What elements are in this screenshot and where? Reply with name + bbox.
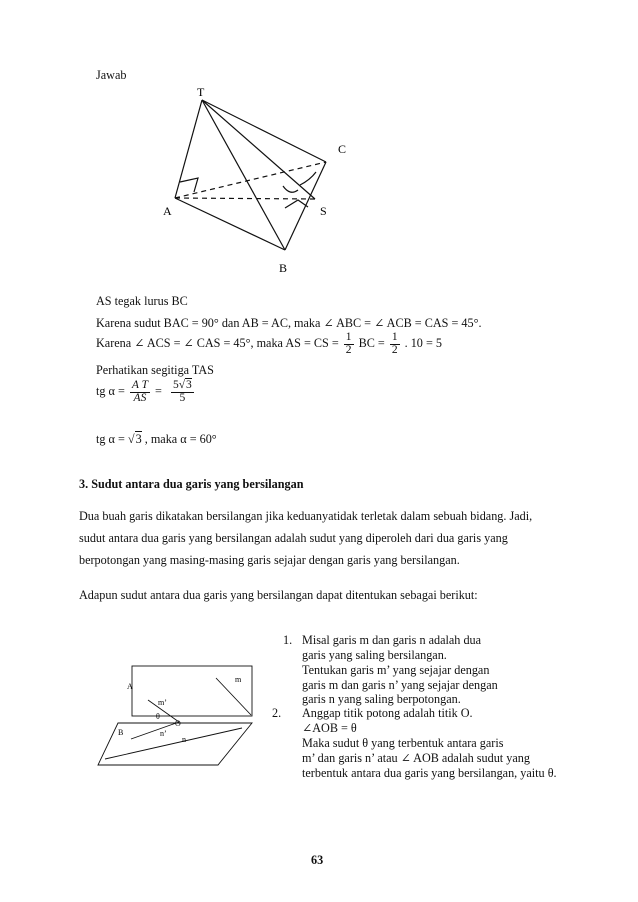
section-heading: 3. Sudut antara dua garis yang bersilangan [79, 477, 304, 491]
tangent-formula [96, 380, 196, 404]
fraction-at-over-as [130, 380, 150, 404]
fraction-denominator: 2 [391, 343, 398, 356]
solution-line-3-post: . 10 = 5 [404, 335, 442, 350]
step-line: ∠AOB = θ [302, 721, 357, 735]
tangent-conclusion: , maka α = 60° [144, 432, 217, 446]
paragraph-line: Adapun sudut antara dua garis yang bersilangan dapat ditentukan sebagai berikut: [79, 588, 478, 602]
label-n: n [182, 735, 186, 744]
step-line: Anggap titik potong adalah titik O. [302, 706, 473, 720]
fraction-root3 [171, 380, 194, 404]
step-line [302, 751, 530, 766]
solution-line-2: Karena sudut BAC = 90° dan AB = AC, maka ∠ ABC = ∠ ACB = CAS = 45°. [96, 316, 482, 330]
fraction-denominator: 5 [179, 391, 186, 404]
tangent-result: tg α = √3 , maka α = 60° [96, 432, 217, 446]
equals-sign: = [155, 383, 162, 398]
fraction-half-1 [344, 332, 354, 356]
solution-line-4: Perhatikan segitiga TAS [96, 363, 214, 377]
solution-line-3-mid: BC = [358, 335, 385, 350]
paragraph-line: sudut antara dua garis yang bersilangan adalah sudut yang diperoleh dari dua garis yang [79, 531, 508, 545]
tangent-prefix: tg α = [96, 383, 125, 398]
radicand: 3 [186, 379, 192, 391]
fraction-numerator: 1 [391, 331, 398, 343]
label-B: B [279, 261, 288, 275]
label-A: A [127, 682, 133, 691]
pyramid-figure [150, 80, 370, 280]
step-line: garis yang saling bersilangan. [302, 648, 447, 662]
label-m-prime: m’ [158, 698, 167, 707]
step-line: terbentuk antara dua garis yang bersilangan, yaitu θ. [302, 766, 557, 780]
step-number: 2. [272, 706, 282, 720]
label-C: C [338, 142, 347, 156]
label-theta: θ [156, 712, 160, 721]
solution-line-1: AS tegak lurus BC [96, 294, 188, 308]
fraction-half-2 [390, 332, 400, 356]
label-B: B [118, 728, 124, 737]
step-line: Tentukan garis m’ yang sejajar dengan [302, 663, 490, 677]
label-A: A [163, 204, 172, 218]
step-line: Maka sudut θ yang terbentuk antara garis [302, 736, 504, 750]
step-line: garis n yang saling berpotongan. [302, 692, 461, 706]
page-number: 63 [311, 853, 324, 867]
paragraph-line: Dua buah garis dikatakan bersilangan jika keduanyatidak terletak dalam sebuah bidang. Jadi, [79, 509, 533, 523]
step-number: 1. [283, 633, 293, 647]
solution-line-3-text: Karena ∠ ACS = ∠ CAS = 45°, maka AS = CS = [96, 335, 339, 350]
angle-icon: ∠ [400, 751, 411, 765]
label-S: S [320, 204, 327, 218]
step-line-text: AOB adalah sudut yang [413, 751, 530, 765]
paragraph-line: berpotongan yang masing-masing garis sejajar dengan garis yang bersilangan. [79, 553, 460, 567]
label-O: O [175, 719, 181, 728]
tangent-prefix: tg α = [96, 432, 125, 446]
label-n-prime: n’ [160, 729, 167, 738]
fraction-denominator: AS [133, 391, 147, 404]
skew-lines-figure [96, 660, 256, 780]
label-T: T [197, 85, 205, 99]
step-line-text: m’ dan garis n’ atau [302, 751, 398, 765]
radicand: 3 [135, 432, 142, 446]
coefficient: 5 [172, 379, 179, 391]
step-line: garis m dan garis n’ yang sejajar dengan [302, 678, 498, 692]
step-line: Misal garis m dan garis n adalah dua [302, 633, 482, 647]
fraction-numerator: 1 [345, 331, 352, 343]
fraction-numerator: 5√3 [172, 379, 192, 391]
fraction-numerator: A T [131, 379, 148, 391]
label-m: m [235, 675, 242, 684]
fraction-denominator: 2 [345, 343, 352, 356]
answer-heading: Jawab [96, 68, 127, 82]
solution-line-3 [96, 332, 442, 356]
